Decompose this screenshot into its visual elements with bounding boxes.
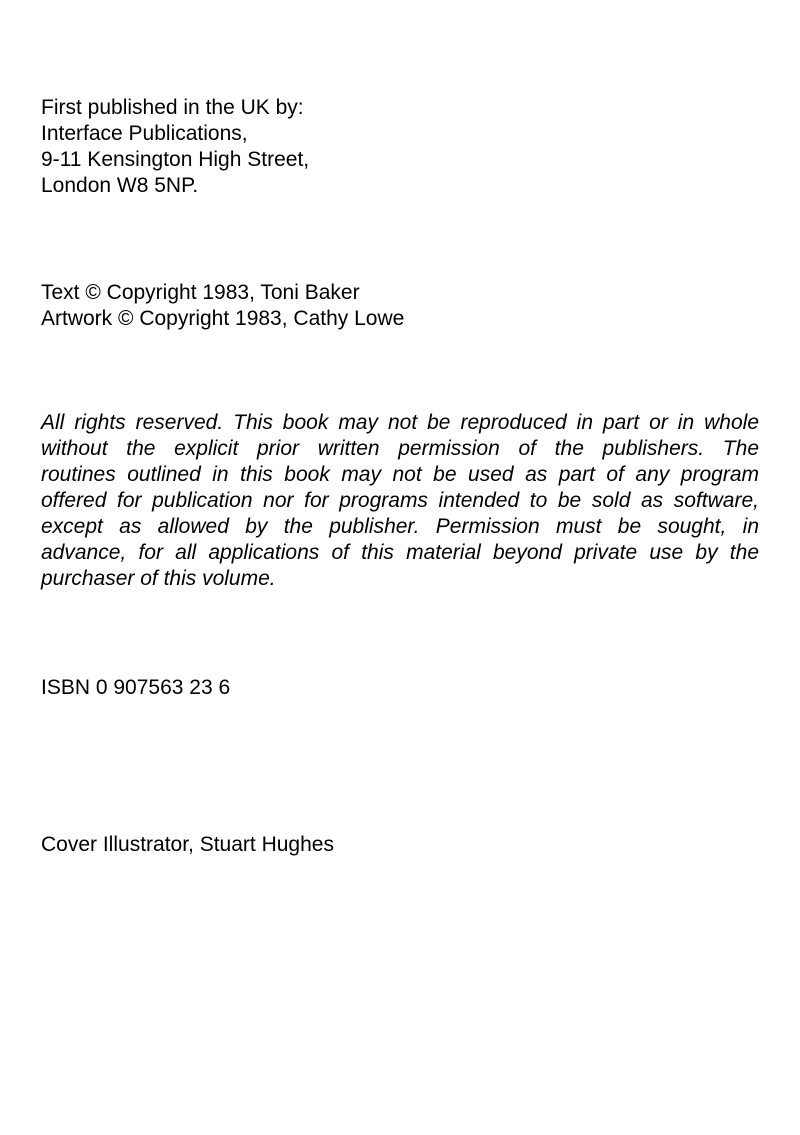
rights-line: routines outlined in this book may not be used as part of any program [41, 463, 759, 486]
isbn-block [41, 675, 230, 701]
publisher-city: London W8 5NP. [41, 174, 199, 197]
publisher-street: 9-11 Kensington High Street, [41, 148, 310, 171]
copyright-block [41, 280, 404, 332]
rights-line: All rights reserved. This book may not be reproduced in part or in whole [41, 411, 759, 434]
publisher-name: Interface Publications, [41, 122, 248, 145]
artwork-copyright-line: Artwork © Copyright 1983, Cathy Lowe [41, 307, 405, 330]
rights-line: advance, for all applications of this material beyond private use by the [41, 541, 759, 564]
isbn-number: ISBN 0 907563 23 6 [41, 676, 231, 699]
rights-line: except as allowed by the publisher. Permission must be sought, in [41, 515, 759, 538]
cover-illustrator-credit: Cover Illustrator, Stuart Hughes [41, 833, 334, 856]
text-copyright-line: Text © Copyright 1983, Toni Baker [41, 281, 360, 304]
rights-reserved-paragraph [41, 410, 759, 592]
publisher-line: First published in the UK by: [41, 96, 304, 119]
cover-credit-block [41, 832, 334, 858]
rights-line: offered for publication nor for programs intended to be sold as software, [41, 489, 759, 512]
publisher-address-block [41, 95, 309, 199]
rights-line: purchaser of this volume. [41, 567, 276, 590]
rights-line: without the explicit prior written permission of the publishers. The [41, 437, 759, 460]
